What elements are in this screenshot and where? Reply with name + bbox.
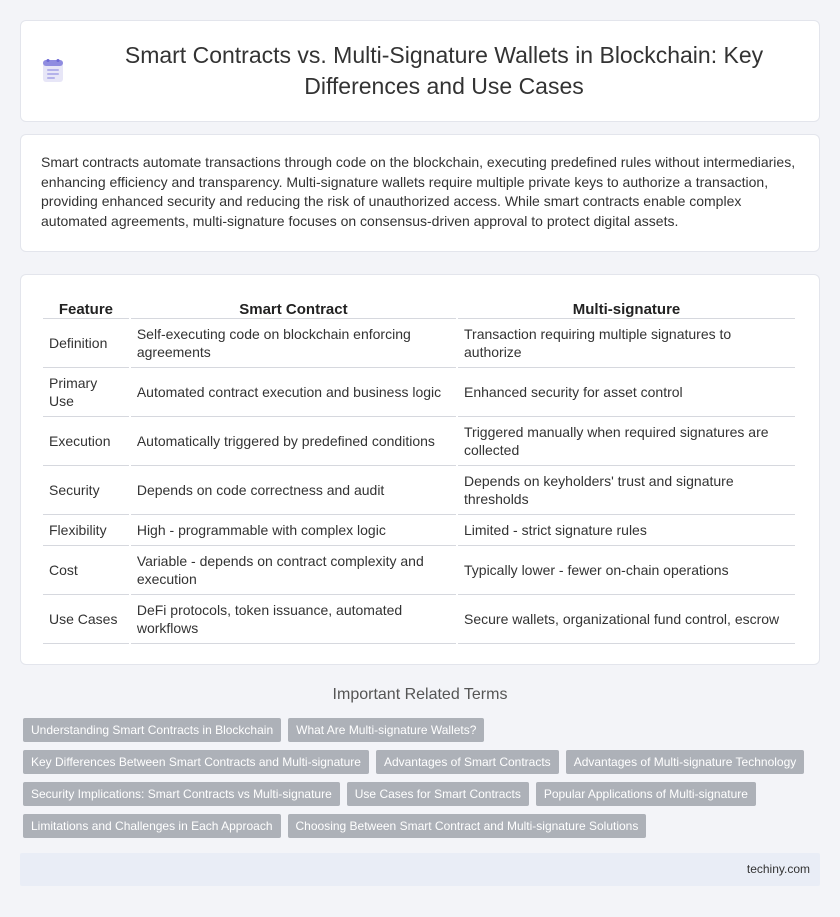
table-row — [43, 466, 795, 515]
page-title: Smart Contracts vs. Multi-Signature Wallets in Blockchain: Key Differences and Use Cases — [124, 42, 764, 99]
related-terms-title: Important Related Terms — [332, 686, 508, 703]
related-term-tag[interactable]: Understanding Smart Contracts in Blockchain — [23, 718, 281, 742]
footer — [20, 853, 820, 886]
smart-contract-cell: High - programmable with complex logic — [131, 515, 456, 546]
smart-contract-cell: Automatically triggered by predefined conditions — [131, 417, 456, 466]
header-multi-signature: Multi-signature — [458, 297, 795, 319]
related-term-tag[interactable]: Advantages of Multi-signature Technology — [566, 750, 805, 774]
related-term-tag[interactable]: Key Differences Between Smart Contracts and Multi-signature — [23, 750, 369, 774]
related-term-tag[interactable]: Use Cases for Smart Contracts — [347, 782, 529, 806]
smart-contract-cell: Automated contract execution and business logic — [131, 368, 456, 417]
header-feature: Feature — [43, 297, 129, 319]
feature-cell: Cost — [43, 546, 129, 595]
feature-cell: Flexibility — [43, 515, 129, 546]
multi-signature-cell: Transaction requiring multiple signatures to authorize — [458, 319, 795, 368]
multi-signature-cell: Triggered manually when required signatures are collected — [458, 417, 795, 466]
smart-contract-cell: Variable - depends on contract complexity and execution — [131, 546, 456, 595]
related-term-tag[interactable]: Advantages of Smart Contracts — [376, 750, 559, 774]
footer-brand[interactable]: techiny.com — [746, 862, 810, 876]
related-term-tag[interactable]: Choosing Between Smart Contract and Multi-signature Solutions — [288, 814, 647, 838]
related-term-tag[interactable]: Popular Applications of Multi-signature — [536, 782, 756, 806]
multi-signature-cell: Limited - strict signature rules — [458, 515, 795, 546]
feature-cell: Definition — [43, 319, 129, 368]
tag-row — [23, 814, 823, 838]
document-icon — [40, 58, 66, 84]
header-card — [20, 20, 820, 122]
feature-cell: Security — [43, 466, 129, 515]
related-term-tag[interactable]: Limitations and Challenges in Each Approach — [23, 814, 281, 838]
comparison-table — [41, 297, 797, 644]
feature-cell: Primary Use — [43, 368, 129, 417]
multi-signature-cell: Depends on keyholders' trust and signature thresholds — [458, 466, 795, 515]
table-row — [43, 319, 795, 368]
multi-signature-cell: Enhanced security for asset control — [458, 368, 795, 417]
table-row — [43, 515, 795, 546]
tag-row — [23, 750, 823, 774]
related-term-tag[interactable]: Security Implications: Smart Contracts vs Multi-signature — [23, 782, 340, 806]
table-row — [43, 368, 795, 417]
intro-paragraph: Smart contracts automate transactions through code on the blockchain, executing predefined rules without intermediaries, enhancing efficiency and transparency. Multi-signature wallets require multiple private keys to authorize a transaction, providing enhanced security and reducing the risk of unauthorized access. While smart contracts enable complex automated agreements, multi-signature focuses on consensus-driven approval to protect digital assets. — [41, 154, 796, 229]
table-row — [43, 595, 795, 644]
table-header-row — [43, 297, 795, 319]
feature-cell: Execution — [43, 417, 129, 466]
tag-row — [23, 718, 823, 742]
intro-card — [20, 134, 820, 252]
multi-signature-cell: Typically lower - fewer on-chain operations — [458, 546, 795, 595]
table-row — [43, 546, 795, 595]
feature-cell: Use Cases — [43, 595, 129, 644]
smart-contract-cell: DeFi protocols, token issuance, automated workflows — [131, 595, 456, 644]
smart-contract-cell: Self-executing code on blockchain enforcing agreements — [131, 319, 456, 368]
multi-signature-cell: Secure wallets, organizational fund control, escrow — [458, 595, 795, 644]
comparison-table-card — [20, 274, 820, 665]
table-row — [43, 417, 795, 466]
header-smart-contract: Smart Contract — [131, 297, 456, 319]
tag-row — [23, 782, 823, 806]
related-term-tag[interactable]: What Are Multi-signature Wallets? — [288, 718, 484, 742]
related-terms-tags — [23, 718, 823, 846]
smart-contract-cell: Depends on code correctness and audit — [131, 466, 456, 515]
